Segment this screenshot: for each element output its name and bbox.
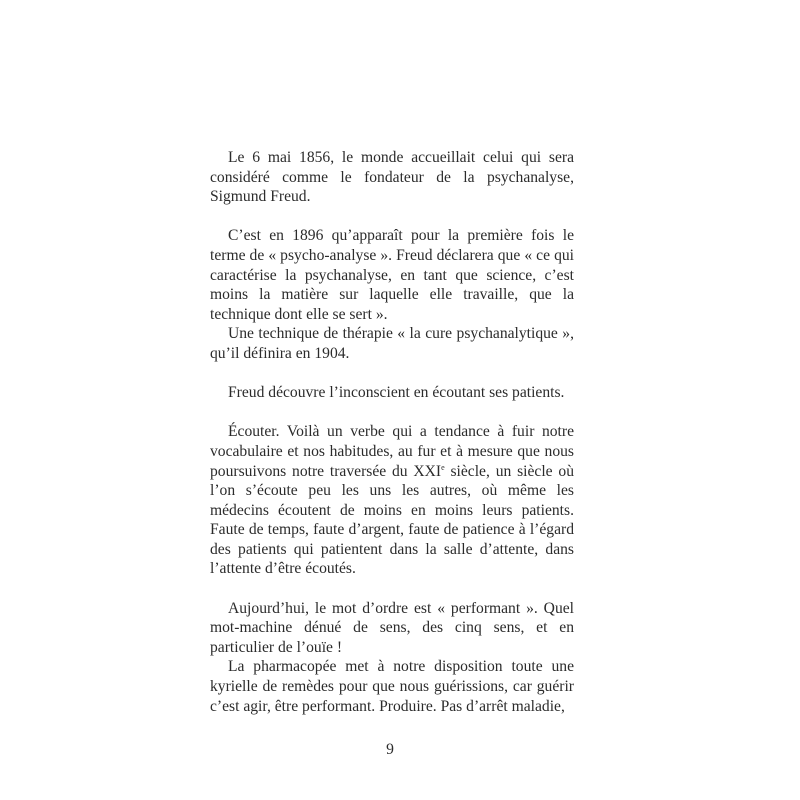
paragraph-gap [210,403,574,423]
paragraph-gap [210,364,574,384]
paragraph-psycho-analyse: C’est en 1896 qu’apparaît pour la première fois le terme de « psycho-analyse ». Freud déclarera que « ce qui caractérise la psychanalyse, en tant que science, c’est moins la matière sur laquelle elle travaille, que la technique dont elle se sert ». [210,227,574,323]
paragraph-inconscient: Freud découvre l’inconscient en écoutant ses patients. [228,384,565,402]
paragraph-ecouter-start: Écouter. Voilà un verbe qui a tendance à fuir notre vocabulaire et nos habitudes, au fur et à mesure que nous poursuivons notre traversée du XXI [210,423,574,480]
paragraph-gap [210,579,574,599]
paragraph-ecouter-end: siècle, un siècle où l’on s’écoute peu les uns les autres, où même les médecins écoutent de moins en moins leurs patients. Faute de temps, faute d’argent, faute de patience à l’égard des patients qui patientent dans la salle d’attente, dans l’attente d’être écoutés. [210,462,574,578]
paragraph-freud-birth: Le 6 mai 1856, le monde accueillait celui qui sera considéré comme le fondateur de la psychanalyse, Sigmund Freud. [210,149,574,206]
paragraph-performant: Aujourd’hui, le mot d’ordre est « performant ». Quel mot-machine dénué de sens, des cinq sens, et en particulier de l’ouïe ! [210,599,574,656]
page-number: 9 [386,741,394,758]
paragraph-ecouter [210,422,574,579]
body-text [210,148,574,716]
paragraph-gap [210,207,574,227]
superscript-e: e [441,462,445,472]
paragraph-cure: Une technique de thérapie « la cure psychanalytique », qu’il définira en 1904. [210,325,574,362]
paragraph-pharmacopee: La pharmacopée met à notre disposition toute une kyrielle de remèdes pour que nous guérissions, car guérir c’est agir, être performant. Produire. Pas d’arrêt maladie, [210,658,574,715]
